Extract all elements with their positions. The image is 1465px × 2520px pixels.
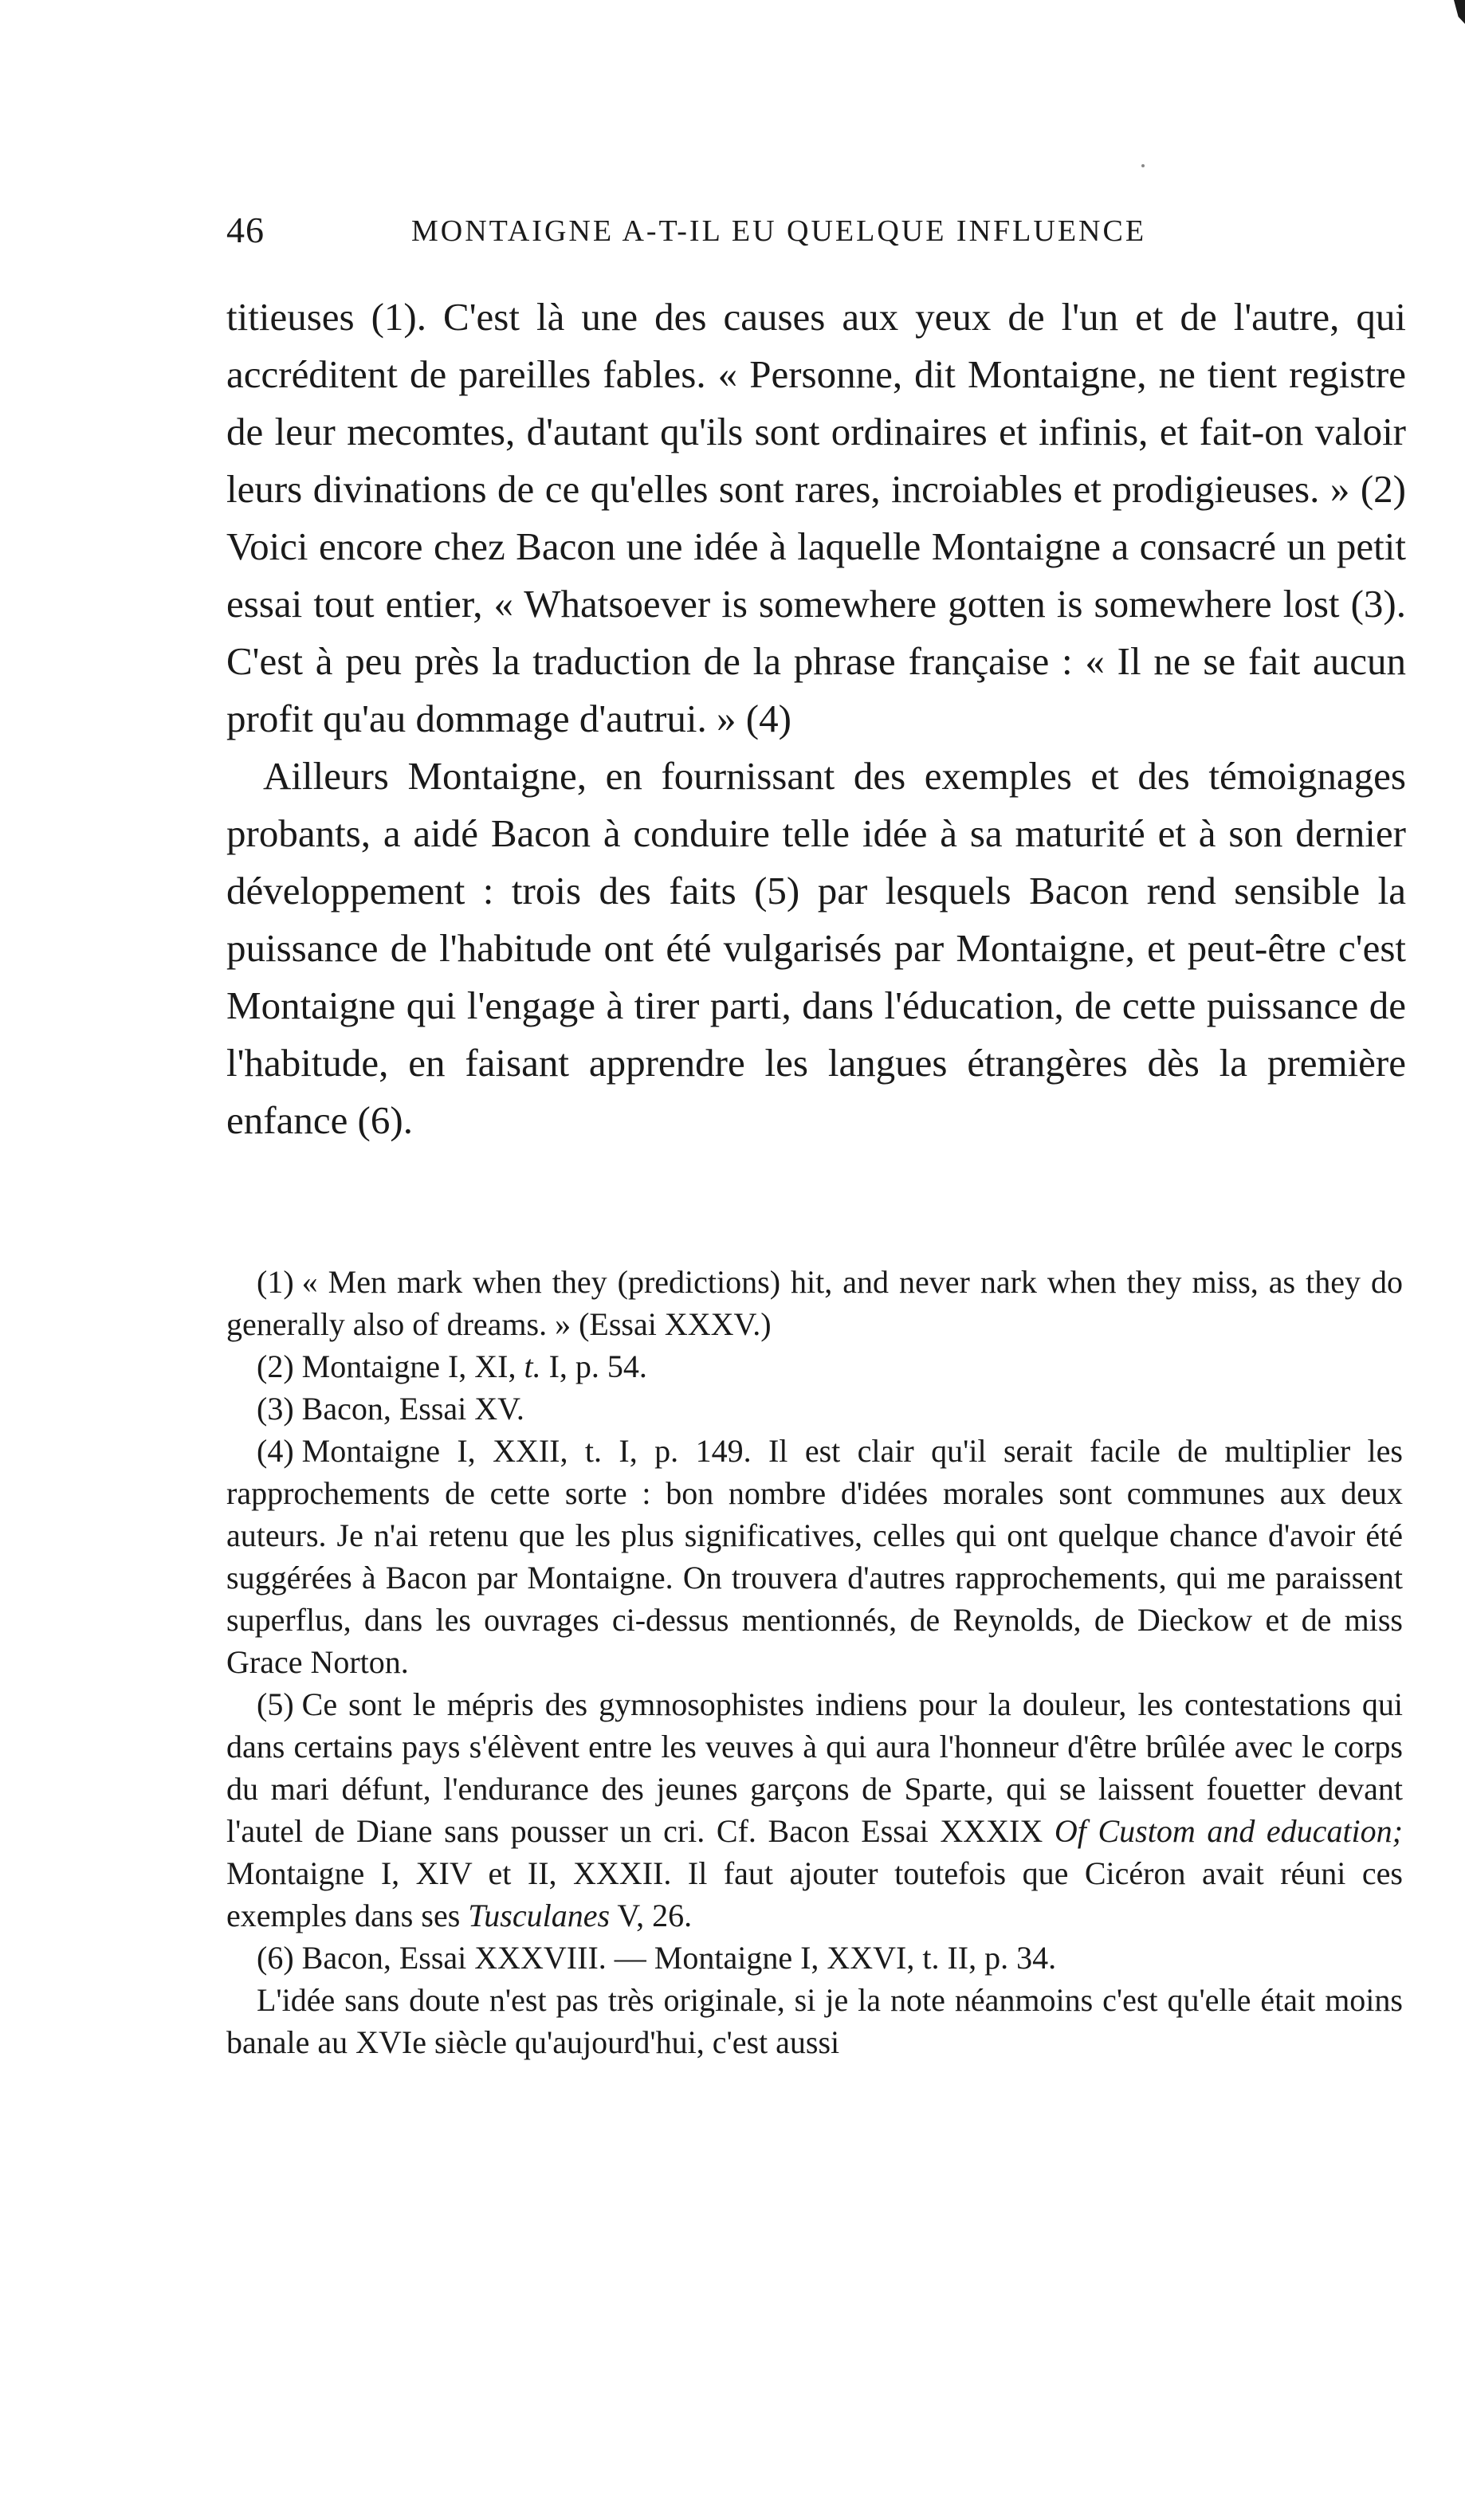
footnote-text: Montaigne I, XI,	[301, 1348, 524, 1384]
footnote-number: (6)	[257, 1940, 294, 1976]
footnote-text: V, 26.	[610, 1898, 693, 1933]
footnote-2	[226, 1345, 1403, 1388]
footnote-number: (1)	[257, 1264, 294, 1300]
footnote-text: « Men mark when they (predictions) hit, and never nark when they miss, as they do generally also of dreams. » (Essai XXXV.)	[226, 1264, 1403, 1342]
footnote-text: Montaigne I, XIV et II, XXXII. Il faut ajouter toutefois que Cicéron avait réuni ces exemples dans ses	[226, 1855, 1403, 1933]
scan-speck	[1141, 164, 1145, 167]
body-paragraph-1: titieuses (1). C'est là une des causes aux yeux de l'un et de l'autre, qui accréditent de pareilles fables. « Personne, dit Montaigne, ne tient registre de leur mecomtes, d'autant qu'ils sont ordinaires et infinis, et fait-on valoir leurs divinations de ce qu'elles sont rares, incroiables et prodigieuses. » (2) Voici encore chez Bacon une idée à laquelle Montaigne a consacré un petit essai tout entier, « Whatsoever is somewhere gotten is somewhere lost (3). C'est à peu près la traduction de la phrase française : « Il ne se fait aucun profit qu'au dommage d'autrui. » (4)	[226, 295, 1406, 740]
footnote-italic: Of Custom and education;	[1054, 1813, 1403, 1849]
footnote-1	[226, 1261, 1403, 1345]
footnote-text: I, p. 54.	[540, 1348, 647, 1384]
footnote-number: (4)	[257, 1433, 294, 1469]
body-paragraph-2: Ailleurs Montaigne, en fournissant des exemples et des témoignages probants, a aidé Bacon à conduire telle idée à sa maturité et à son dernier développement : trois des faits (5) par lesquels Bacon rend sensible la puissance de l'habitude ont été vulgarisés par Montaigne, et peut-être c'est Montaigne qui l'engage à tirer parti, dans l'éducation, de cette puissance de l'habitude, en faisant apprendre les langues étrangères dès la première enfance (6).	[226, 754, 1406, 1142]
footnote-number: (2)	[257, 1348, 294, 1384]
footnote-text: Bacon, Essai XV.	[301, 1391, 524, 1427]
scan-corner-mark	[1454, 0, 1465, 24]
footnote-4	[226, 1430, 1403, 1683]
footnote-6	[226, 1937, 1403, 1979]
footnote-number: (5)	[257, 1686, 294, 1722]
footnote-5	[226, 1683, 1403, 1937]
running-title: MONTAIGNE A-T-IL EU QUELQUE INFLUENCE	[411, 214, 1147, 248]
footnote-text: Bacon, Essai XXXVIII. — Montaigne I, XXVI, t. II, p. 34.	[301, 1940, 1057, 1976]
footnotes	[226, 1261, 1403, 2063]
footnote-number: (3)	[257, 1391, 294, 1427]
footnote-text: Ce sont le mépris des gymnosophistes indiens pour la douleur, les contestations qui dans certains pays s'élèvent entre les veuves à qui aura l'honneur d'être brûlée avec le corps du mari défunt, l'endurance des jeunes garçons de Sparte, qui se laissent fouetter devant l'autel de Diane sans pousser un cri. Cf. Bacon Essai XXXIX	[226, 1686, 1403, 1849]
footnote-continuation: L'idée sans doute n'est pas très originale, si je la note néanmoins c'est qu'elle était moins banale au XVIe siècle qu'aujourd'hui, c'est aussi	[226, 1982, 1403, 2060]
main-text	[226, 289, 1406, 1149]
page-header	[226, 209, 1200, 265]
page-number: 46	[226, 210, 265, 250]
footnote-text: Montaigne I, XXII, t. I, p. 149. Il est clair qu'il serait facile de multiplier les rapprochements de cette sorte : bon nombre d'idées morales sont communes aux deux auteurs. Je n'ai retenu que les plus significatives, celles qui ont quelque chance d'avoir été suggérées à Bacon par Montaigne. On trouvera d'autres rapprochements, qui me paraissent superflus, dans les ouvrages ci-dessus mentionnés, de Reynolds, de Dieckow et de miss Grace Norton.	[226, 1433, 1403, 1680]
footnote-3	[226, 1388, 1403, 1430]
footnote-italic: t.	[524, 1348, 541, 1384]
footnote-italic: Tusculanes	[468, 1898, 611, 1933]
